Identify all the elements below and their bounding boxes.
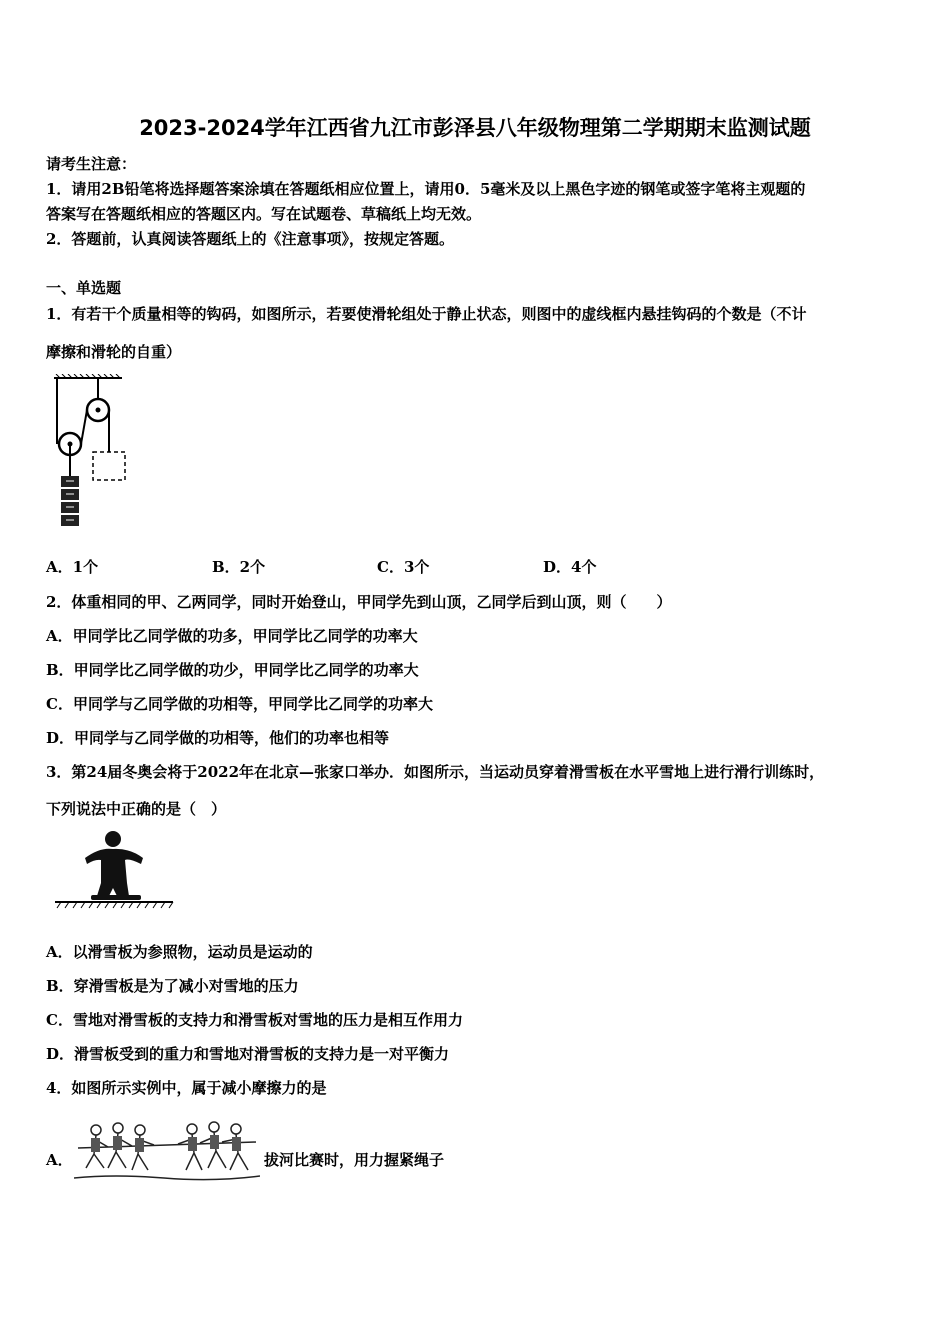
q2-option-b: B．甲同学比乙同学做的功少，甲同学比乙同学的功率大 [46, 661, 419, 679]
q1-option-c: C．3个 [377, 558, 430, 576]
q3-option-c: C．雪地对滑雪板的支持力和滑雪板对雪地的压力是相互作用力 [46, 1011, 463, 1029]
q1-option-b: B．2个 [212, 558, 266, 576]
q2-option-d: D．甲同学与乙同学做的功相等，他们的功率也相等 [46, 729, 390, 747]
question-3-stem: 3．第24届冬奥会将于2022年在北京—张家口举办．如图所示，当运动员穿着滑雪板在水平雪地上进行滑行训练时， [46, 763, 825, 781]
question-1-stem-cont: 摩擦和滑轮的自重） [46, 343, 182, 361]
question-3-stem-cont: 下列说法中正确的是（ ） [46, 800, 227, 818]
q2-option-a: A．甲同学比乙同学做的功多，甲同学比乙同学的功率大 [46, 627, 418, 645]
q2-option-c: C．甲同学与乙同学做的功相等，甲同学比乙同学的功率大 [46, 695, 433, 713]
q3-option-a: A．以滑雪板为参照物，运动员是运动的 [46, 943, 313, 961]
q1-option-d: D．4个 [543, 558, 597, 576]
notice-item-1: 1．请用2B铅笔将选择题答案涂填在答题纸相应位置上，请用0．5毫米及以上黑色字迹的钢笔或签字笔将主观题的 [46, 180, 806, 198]
notice-item-2: 2．答题前，认真阅读答题纸上的《注意事项》，按规定答题。 [46, 230, 454, 248]
question-4-stem: 4．如图所示实例中，属于减小摩擦力的是 [46, 1079, 327, 1097]
notice-item-1-cont: 答案写在答题纸相应的答题区内。写在试题卷、草稿纸上均无效。 [46, 205, 482, 223]
q4-option-a-label: A． [46, 1151, 73, 1169]
notice-heading: 请考生注意： [46, 155, 137, 173]
tug-of-war-figure [74, 1118, 260, 1184]
page-title: 2023-2024学年江西省九江市彭泽县八年级物理第二学期期末监测试题 [139, 116, 811, 140]
q4-option-a-text: 拔河比赛时，用力握紧绳子 [264, 1151, 445, 1169]
q3-option-b: B．穿滑雪板是为了减小对雪地的压力 [46, 977, 299, 995]
q1-option-a: A．1个 [46, 558, 99, 576]
pulley-system-figure [52, 374, 137, 536]
question-2-stem: 2．体重相同的甲、乙两同学，同时开始登山，甲同学先到山顶，乙同学后到山顶，则（ ） [46, 593, 672, 611]
question-1-stem: 1．有若干个质量相等的钩码，如图所示，若要使滑轮组处于静止状态，则图中的虚线框内悬挂钩码的个数是（不计 [46, 305, 807, 323]
q3-option-d: D．滑雪板受到的重力和雪地对滑雪板的支持力是一对平衡力 [46, 1045, 450, 1063]
snowboarder-figure [55, 828, 175, 912]
section-heading: 一、单选题 [46, 279, 122, 297]
